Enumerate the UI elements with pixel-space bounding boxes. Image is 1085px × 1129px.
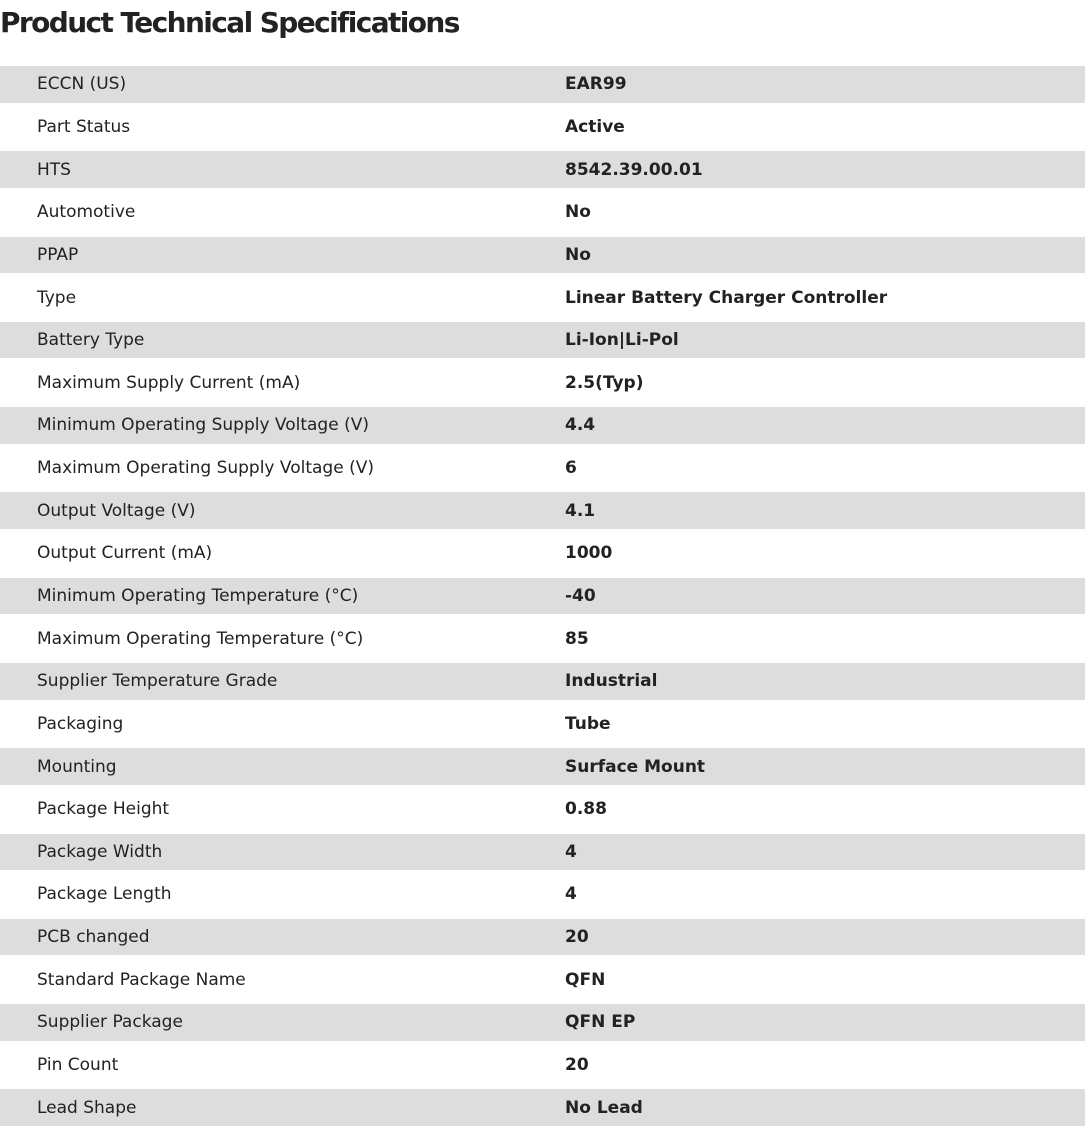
spec-label: Packaging (37, 713, 124, 734)
spec-label: PPAP (37, 244, 79, 265)
spec-label: Pin Count (37, 1055, 119, 1076)
spec-value: 4.1 (565, 500, 596, 521)
table-row (0, 361, 1085, 404)
table-row (0, 447, 1085, 490)
spec-value: 1000 (565, 543, 613, 564)
spec-value: 0.88 (565, 799, 607, 820)
table-row (0, 404, 1085, 447)
spec-value: Surface Mount (565, 756, 706, 777)
spec-label: Package Length (37, 884, 172, 905)
spec-value: No Lead (565, 1097, 643, 1118)
table-row (0, 1086, 1085, 1129)
spec-value: No (565, 244, 591, 265)
table-row (0, 916, 1085, 959)
table-row (0, 575, 1085, 618)
spec-label: ECCN (US) (37, 74, 127, 95)
table-row (0, 106, 1085, 149)
spec-label: Maximum Supply Current (mA) (37, 372, 301, 393)
spec-value: Active (565, 116, 625, 137)
table-row (0, 660, 1085, 703)
spec-label: Supplier Temperature Grade (37, 671, 278, 692)
spec-value: 4 (565, 884, 577, 905)
spec-value: QFN EP (565, 1012, 636, 1033)
page-title: Product Technical Specifications (0, 6, 459, 39)
spec-label: Package Width (37, 841, 163, 862)
spec-label: Part Status (37, 116, 131, 137)
spec-value: 85 (565, 628, 589, 649)
spec-value: 4.4 (565, 415, 596, 436)
spec-label: Standard Package Name (37, 969, 246, 990)
table-row (0, 958, 1085, 1001)
table-row (0, 831, 1085, 874)
table-row (0, 319, 1085, 362)
spec-value: Linear Battery Charger Controller (565, 287, 888, 308)
spec-label: Automotive (37, 202, 136, 223)
table-row (0, 234, 1085, 277)
spec-label: Output Current (mA) (37, 543, 213, 564)
spec-label: Mounting (37, 756, 117, 777)
spec-label: Supplier Package (37, 1012, 183, 1033)
spec-value: 20 (565, 1055, 589, 1076)
spec-label: HTS (37, 159, 71, 180)
table-row (0, 617, 1085, 660)
table-row (0, 1001, 1085, 1044)
spec-label: Minimum Operating Supply Voltage (V) (37, 415, 369, 436)
table-row (0, 532, 1085, 575)
spec-label: PCB changed (37, 927, 150, 948)
spec-value: -40 (565, 586, 596, 606)
spec-label: Minimum Operating Temperature (°C) (37, 586, 359, 606)
spec-value: 20 (565, 927, 589, 948)
spec-label: Output Voltage (V) (37, 500, 196, 521)
spec-label: Maximum Operating Supply Voltage (V) (37, 458, 374, 479)
spec-value: 4 (565, 841, 577, 862)
table-row (0, 745, 1085, 788)
spec-value: QFN (565, 969, 606, 990)
spec-value: Li-Ion|Li-Pol (565, 330, 679, 351)
table-row (0, 873, 1085, 916)
spec-label: Battery Type (37, 330, 145, 351)
spec-label: Package Height (37, 799, 170, 820)
spec-label: Type (37, 287, 77, 308)
table-row (0, 788, 1085, 831)
spec-label: Lead Shape (37, 1097, 137, 1118)
table-row (0, 148, 1085, 191)
spec-value: Tube (565, 713, 611, 734)
table-row (0, 1044, 1085, 1087)
spec-table (0, 63, 1085, 1129)
spec-value: 8542.39.00.01 (565, 159, 703, 180)
spec-value: 6 (565, 458, 577, 479)
table-row (0, 703, 1085, 746)
spec-value: 2.5(Typ) (565, 372, 644, 393)
spec-value: EAR99 (565, 74, 627, 95)
table-row (0, 489, 1085, 532)
spec-value: Industrial (565, 671, 658, 692)
spec-value: No (565, 202, 591, 223)
table-row (0, 276, 1085, 319)
spec-label: Maximum Operating Temperature (°C) (37, 628, 364, 649)
table-row (0, 191, 1085, 234)
table-row (0, 63, 1085, 106)
